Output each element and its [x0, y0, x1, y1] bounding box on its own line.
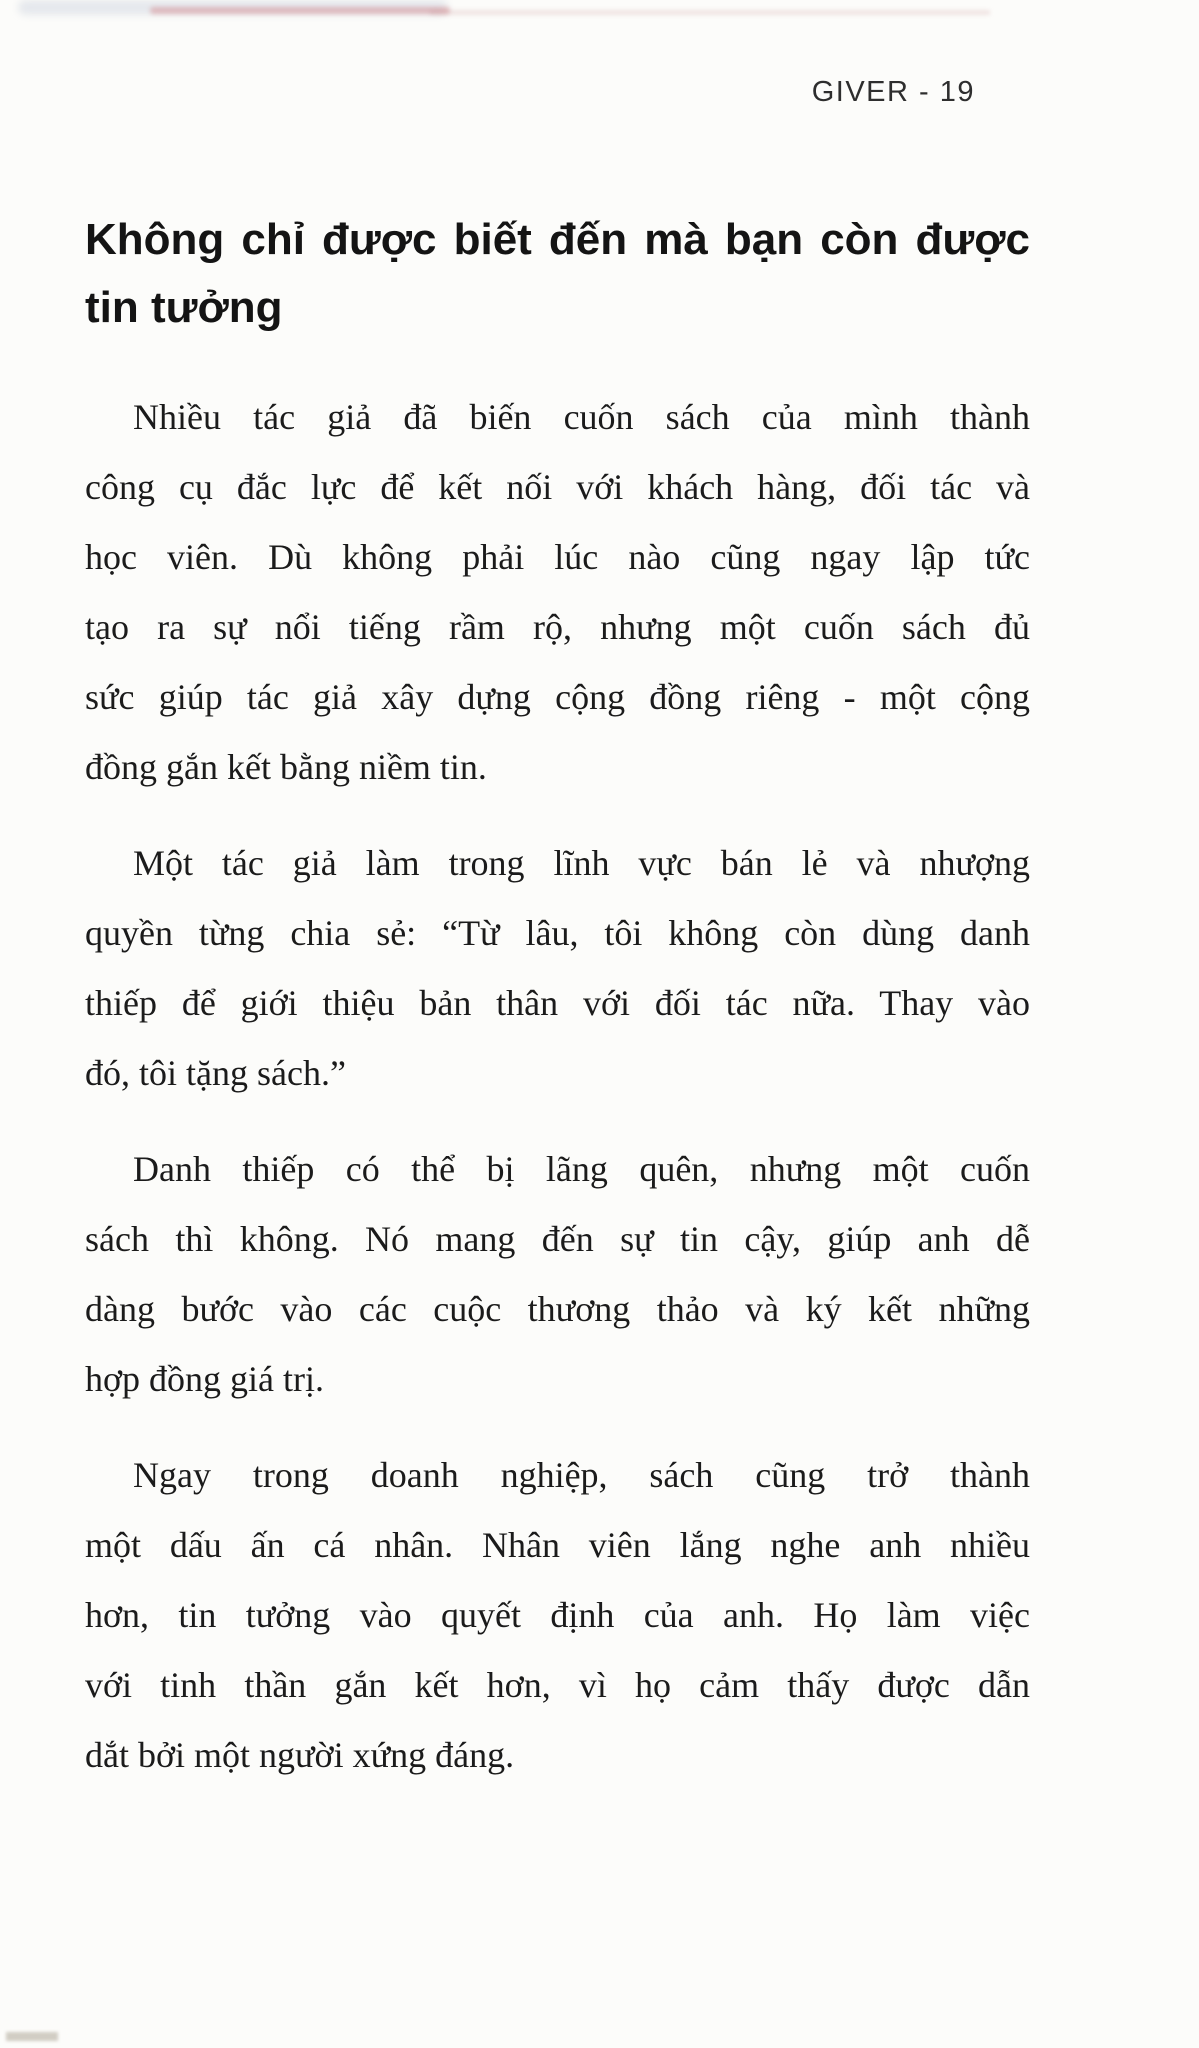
text-line: tạo ra sự nổi tiếng rầm rộ, nhưng một cuốn sách đủ — [85, 607, 1030, 647]
paragraph — [85, 382, 1030, 802]
text-line: Nhiều tác giả đã biến cuốn sách của mình thành — [133, 397, 1030, 437]
text-line: Danh thiếp có thể bị lãng quên, nhưng một cuốn — [133, 1149, 1030, 1189]
text-line: sách thì không. Nó mang đến sự tin cậy, giúp anh dễ — [85, 1219, 1030, 1259]
text-line: hợp đồng giá trị. — [85, 1359, 325, 1399]
text-line: với tinh thần gắn kết hơn, vì họ cảm thấy được dẫn — [85, 1665, 1030, 1705]
section-heading-line-2: tin tưởng — [85, 283, 283, 332]
text-line: dàng bước vào các cuộc thương thảo và ký kết những — [85, 1289, 1030, 1329]
text-line: đồng gắn kết bằng niềm tin. — [85, 747, 487, 787]
section-heading-line-1: Không chỉ được biết đến mà bạn còn được — [85, 215, 1030, 264]
text-line: học viên. Dù không phải lúc nào cũng ngay lập tức — [85, 537, 1030, 577]
running-header: GIVER - 19 — [811, 76, 975, 108]
text-line: hơn, tin tưởng vào quyết định của anh. Họ làm việc — [85, 1595, 1030, 1635]
section-heading — [85, 206, 1030, 342]
text-line: thiếp để giới thiệu bản thân với đối tác nữa. Thay vào — [85, 983, 1030, 1023]
text-line: Ngay trong doanh nghiệp, sách cũng trở thành — [133, 1455, 1030, 1495]
scan-speck-bottom-left — [6, 2032, 58, 2041]
paragraph — [85, 828, 1030, 1108]
text-line: quyền từng chia sẻ: “Từ lâu, tôi không còn dùng danh — [85, 913, 1030, 953]
text-line: đó, tôi tặng sách.” — [85, 1053, 346, 1093]
paragraph — [85, 1440, 1030, 1790]
page-content — [85, 0, 1030, 1816]
body-text — [85, 382, 1030, 1790]
text-line: sức giúp tác giả xây dựng cộng đồng riêng - một cộng — [85, 677, 1030, 717]
text-line: một dấu ấn cá nhân. Nhân viên lắng nghe anh nhiều — [85, 1525, 1030, 1565]
text-line: công cụ đắc lực để kết nối với khách hàng, đối tác và — [85, 467, 1030, 507]
text-line: dắt bởi một người xứng đáng. — [85, 1735, 515, 1775]
paragraph — [85, 1134, 1030, 1414]
text-line: Một tác giả làm trong lĩnh vực bán lẻ và nhượng — [133, 843, 1030, 883]
